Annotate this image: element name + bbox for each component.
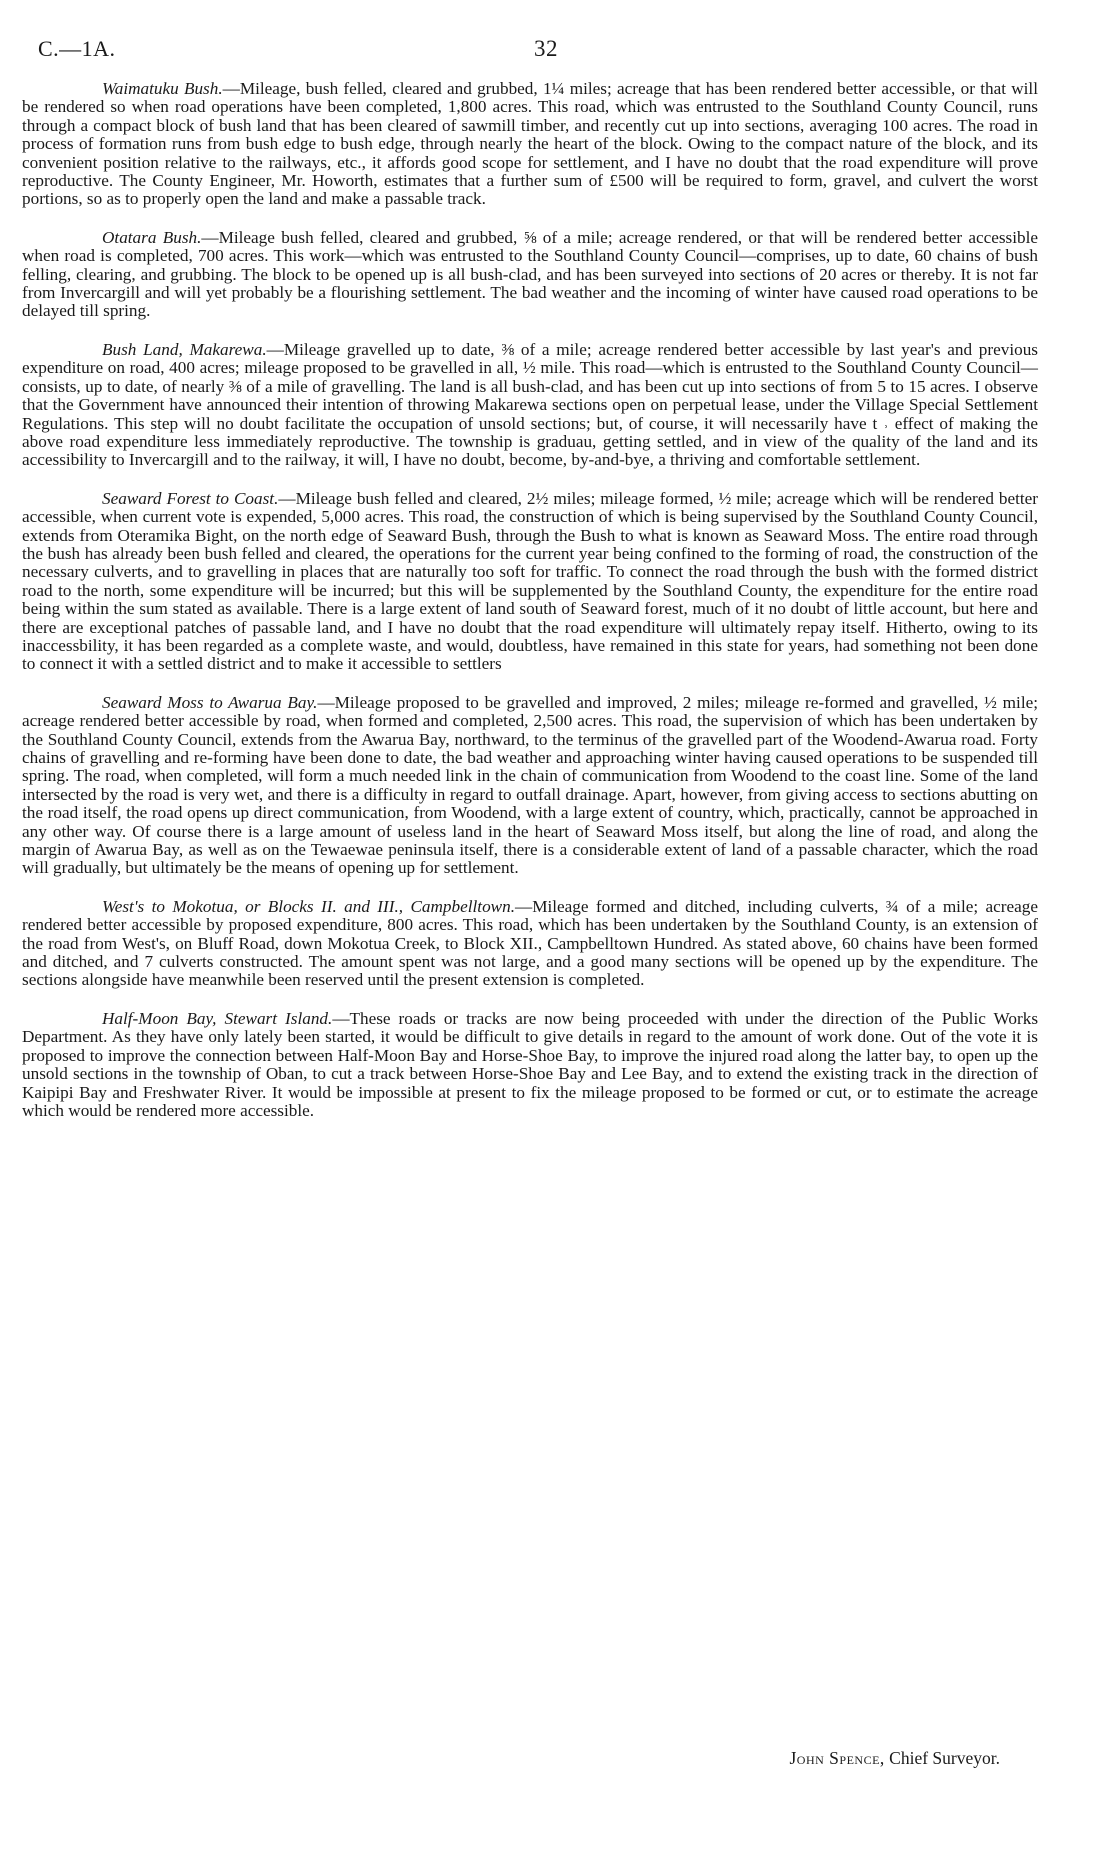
paragraph-text: —These roads or tracks are now being proceeded with under the direction of the Public Works Department. As they have only lately been started, it would be difficult to give details in regard to the amount of work done. Out of the vote it is proposed to improve the connection between Half-Moon Bay and Horse-Shoe Bay, to improve the injured road along the latter bay, to open up the unsold sections in the township of Oban, to cut a track between Horse-Shoe Bay and Lee Bay, and to extend the existing track in the direction of Kaipipi Bay and Freshwater River. It would be impossible at present to fix the mileage proposed to be formed or cut, or to estimate the acreage which would be rendered more accessible. <box>22 1008 1039 1120</box>
report-paragraph-makarewa <box>22 341 1038 470</box>
report-paragraph-waimatuku <box>22 80 1038 209</box>
signatory-title: Chief Surveyor. <box>889 1748 1000 1768</box>
paragraph-heading: West's to Mokotua, or Blocks II. and III., Campbelltown. <box>102 896 516 916</box>
signatory-name: John Spence, <box>789 1748 885 1768</box>
paragraph-heading: Waimatuku Bush. <box>102 79 223 98</box>
paragraph-text: —Mileage bush felled, cleared and grubbed, ⅝ of a mile; acreage rendered, or that will be rendered better accessible when road is completed, 700 acres. This work—which was entrusted to the Southland County Council—comprises, up to date, 60 chains of bush felling, clearing, and grubbing. The block to be opened up is all bush-clad, and has been surveyed into sections of 20 acres or thereby. It is not far from Invercargill and will yet probably be a flourishing settlement. The bad weather and the incoming of winter have caused road operations to be delayed till spring. <box>22 227 1039 321</box>
report-paragraph-wests-mokotua <box>22 898 1038 990</box>
report-paragraph-seaward-moss <box>22 694 1038 878</box>
paragraph-heading: Otatara Bush. <box>102 227 202 247</box>
paragraph-text: —Mileage formed and ditched, including culverts, ¾ of a mile; acreage rendered better accessible by proposed expenditure, 800 acres. This road, which has been undertaken by the Southland County, is an extension of the road from West's, on Bluff Road, down Mokotua Creek, to Block XII., Campbelltown Hundred. As stated above, 60 chains have been formed and ditched, and 7 culverts constructed. The amount spent was not large, and a good many sections will be opened up by the expenditure. The sections alongside have meanwhile been reserved until the present extension is completed. <box>22 896 1038 990</box>
paragraph-heading: Half-Moon Bay, Stewart Island. <box>102 1008 333 1028</box>
paragraph-heading: Bush Land, Makarewa. <box>102 339 267 359</box>
paragraph-heading: Seaward Forest to Coast. <box>102 488 279 508</box>
paragraph-text: —Mileage, bush felled, cleared and grubbed, 1¼ miles; acreage that has been rendered better accessible, or that will be rendered so when road operations have been completed, 1,800 acres. This road, which was entrusted to the Southland County Council, runs through a compact block of bush land that has been cleared of sawmill timber, and recently cut up into sections, averaging 100 acres. The road in process of formation runs from bush edge to bush edge, through nearly the heart of the block. Owing to the compact nature of the block, and its convenient position relative to the railways, etc., it affords good scope for settlement, and I have no doubt that the road expenditure will prove reproductive. The County Engineer, Mr. Howorth, estimates that a further sum of £500 will be required to form, gravel, and culvert the worst portions, so as to properly open the land and make a passable track. <box>22 79 1038 209</box>
page-number: 32 <box>534 36 558 61</box>
paragraph-text: —Mileage proposed to be gravelled and improved, 2 miles; mileage re-formed and gravelled, ½ mile; acreage rendered better accessible by road, when formed and completed, 2,500 acres. This road, the supervision of which has been undertaken by the Southland County Council, extends from the Awarua Bay, northward, to the terminus of the gravelled part of the Woodend-Awarua road. Forty chains of gravelling and re-forming have been done to date, the bad weather and approaching winter having caused operations to be suspended till spring. The road, when completed, will form a much needed link in the chain of communication from Woodend to the coast line. Some of the land intersected by the road is very wet, and there is a difficulty in regard to outfall drainage. Apart, however, from giving access to sections abutting on the road itself, the road opens up direct communication, from Woodend, with a large extent of country, which, practically, cannot be approached in any other way. Of course there is a large amount of useless land in the heart of Seaward Moss itself, but along the line of road, and along the margin of Awarua Bay, as well as on the Tewaewae peninsula itself, there is a considerable extent of land of a passable character, which the road will gradually, but ultimately be the means of opening up for settlement. <box>22 692 1038 878</box>
paragraph-text: —Mileage bush felled and cleared, 2½ miles; mileage formed, ½ mile; acreage which will be rendered better accessible, when current vote is expended, 5,000 acres. This road, the construction of which is being supervised by the Southland County Council, extends from Oteramika Bight, on the north edge of Seaward Bush, through the Bush to what is known as Seaward Moss. The entire road through the bush has already been bush felled and cleared, the operations for the current year being confined to the forming of road, the construction of the necessary culverts, and to gravelling in places that are naturally too soft for traffic. To connect the road through the bush with the formed district road to the north, some expenditure will be incurred; but this will be supplemented by the Southland County, the expenditure for the entire road being within the sum stated as available. There is a large extent of land south of Seaward forest, much of it no doubt of little account, but here and there are exceptional patches of passable land, and I have no doubt that the road expenditure will ultimately repay itself. Hitherto, owing to its inaccessbility, it has been regarded as a complete waste, and would, doubtless, have remained in this state for years, had something not been done to connect it with a settled district and to make it accessible to settlers <box>22 488 1038 674</box>
signature-block <box>790 1748 1001 1769</box>
paragraph-text: —Mileage gravelled up to date, ⅜ of a mile; acreage rendered better accessible by last year's and previous expenditure on road, 400 acres; mileage proposed to be gravelled in all, ½ mile. This road—which is entrusted to the Southland County Council—consists, up to date, of nearly ⅜ of a mile of gravelling. The land is all bush-clad, and has been cut up into sections of from 5 to 15 acres. I observe that the Government have announced their intention of throwing Makarewa sections open on perpetual lease, under the Village Special Settlement Regulations. This step will no doubt facilitate the occupation of unsold sections; but, of course, it will necessarily have t ˒ effect of making the above road expenditure less immediately reproductive. The township is graduau, getting settled, and in view of the quality of the land and its accessibility to Invercargill and to the railway, it will, I have no doubt, become, by-and-bye, a thriving and comfortable settlement. <box>22 339 1038 470</box>
paragraph-heading: Seaward Moss to Awarua Bay. <box>102 692 318 712</box>
report-paragraph-seaward-forest <box>22 490 1038 674</box>
report-paragraph-otatara <box>22 229 1038 321</box>
page-header <box>38 36 1054 68</box>
report-body <box>22 80 1038 1140</box>
document-code: C.—1A. <box>38 36 116 61</box>
report-paragraph-half-moon-bay <box>22 1010 1038 1120</box>
